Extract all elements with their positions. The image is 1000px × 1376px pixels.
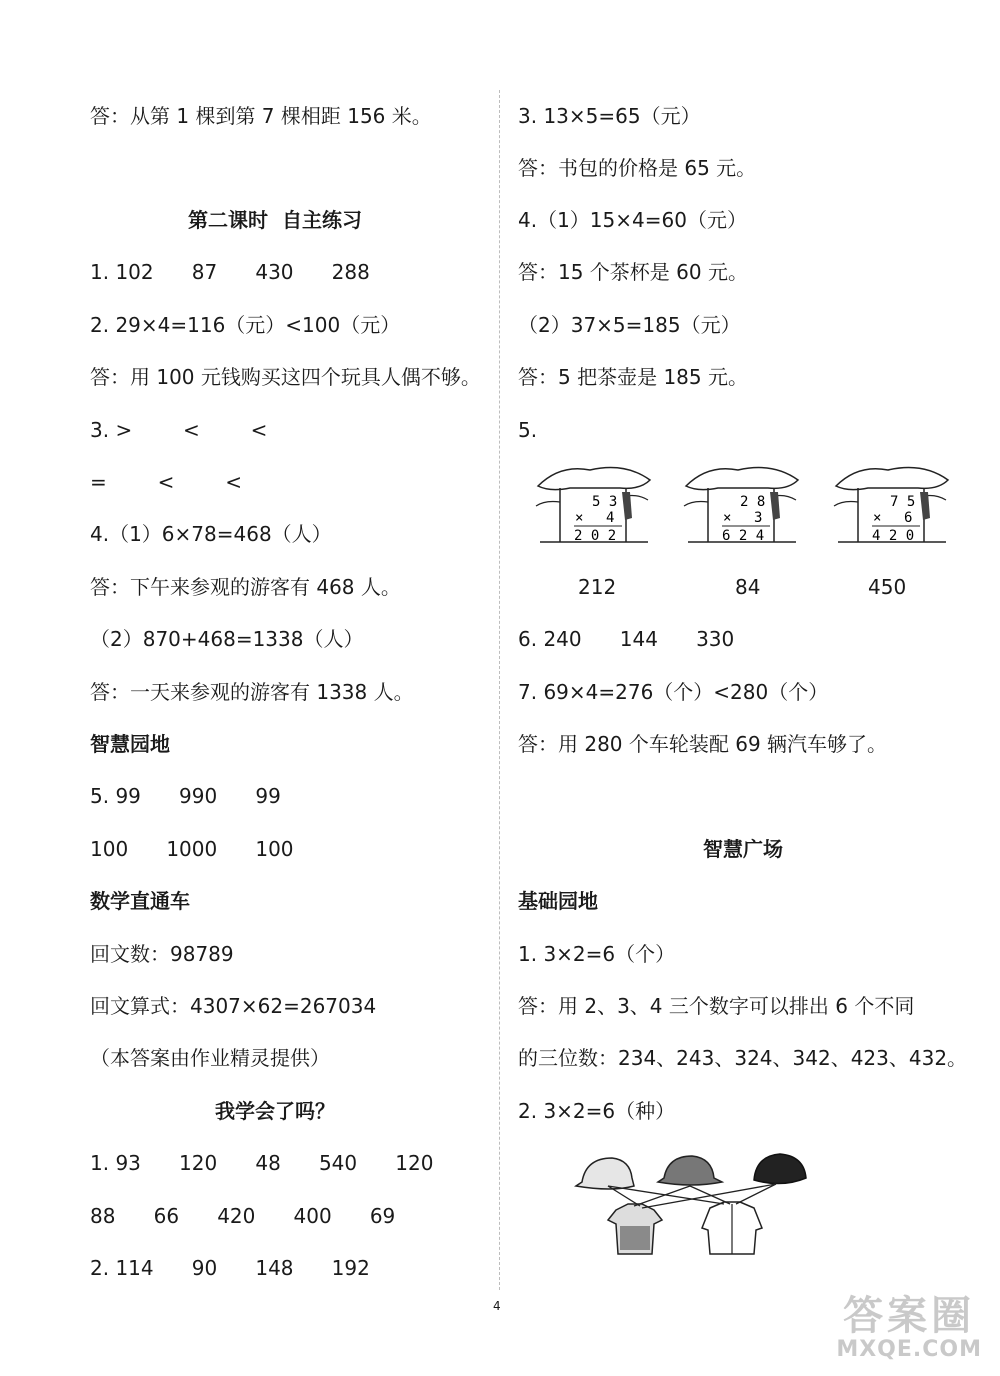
tree-answer: 450 <box>868 575 907 599</box>
watermark-line1: 答案圈 <box>843 1293 976 1339</box>
answer-line: 答：下午来参观的游客有 468 人。 <box>90 575 401 599</box>
section-heading: 第二课时 自主练习 <box>188 208 362 232</box>
answer-line: 答：一天来参观的游客有 1338 人。 <box>90 680 414 704</box>
svg-text:6 2 4: 6 2 4 <box>722 528 765 544</box>
answer-line: 回文算式：4307×62=267034 <box>90 994 377 1018</box>
svg-text:2 0 2: 2 0 2 <box>574 528 617 544</box>
svg-text:×: × <box>575 510 584 526</box>
hat-icon <box>658 1156 722 1185</box>
svg-text:×: × <box>723 510 732 526</box>
section-heading: 我学会了吗？ <box>215 1099 335 1123</box>
column-divider <box>499 90 500 1290</box>
tree-answer: 212 <box>578 575 617 599</box>
answer-line: 1. 3×2=6（个） <box>518 942 676 966</box>
svg-text:2 8: 2 8 <box>740 494 766 510</box>
svg-text:6: 6 <box>904 510 913 526</box>
svg-text:4: 4 <box>606 510 615 526</box>
answer-line: 7. 69×4=276（个）<280（个） <box>518 680 829 704</box>
tree-multiplication-1 <box>530 462 655 547</box>
beret-icon <box>754 1154 806 1184</box>
cap-icon <box>576 1158 634 1189</box>
answer-line: 5. 99 990 99 <box>90 784 281 808</box>
svg-text:4 2 0: 4 2 0 <box>872 528 915 544</box>
svg-text:7 5: 7 5 <box>890 494 916 510</box>
answer-line: 答：书包的价格是 65 元。 <box>518 156 757 180</box>
tree-multiplication-3 <box>828 462 953 547</box>
svg-text:3: 3 <box>754 510 763 526</box>
answer-line: 88 66 420 400 69 <box>90 1204 396 1228</box>
answer-line: 3. 13×5=65（元） <box>518 104 701 128</box>
answer-line: （本答案由作业精灵提供） <box>90 1046 330 1070</box>
answer-line: （2）37×5=185（元） <box>518 313 741 337</box>
answer-line: = < < <box>90 470 242 494</box>
answer-line: 5. <box>518 418 538 442</box>
svg-text:×: × <box>873 510 882 526</box>
answer-line: 6. 240 144 330 <box>518 627 735 651</box>
answer-line: （2）870+468=1338（人） <box>90 627 364 651</box>
tree-multiplication-2 <box>678 462 803 547</box>
answer-line: 2. 29×4=116（元）<100（元） <box>90 313 401 337</box>
answer-line: 答：15 个茶杯是 60 元。 <box>518 260 748 284</box>
answer-line: 答：用 2、3、4 三个数字可以排出 6 个不同 <box>518 994 915 1018</box>
answer-line: 回文数：98789 <box>90 942 234 966</box>
answer-line: 100 1000 100 <box>90 837 294 861</box>
answer-line: 4.（1）15×4=60（元） <box>518 208 747 232</box>
answer-line: 2. 114 90 148 192 <box>90 1256 370 1280</box>
hats-and-tops-illustration <box>572 1148 812 1258</box>
answer-line: 1. 102 87 430 288 <box>90 260 370 284</box>
watermark-line2: MXQE.COM <box>836 1337 982 1362</box>
answer-line: 1. 93 120 48 540 120 <box>90 1151 434 1175</box>
tree-answer: 84 <box>735 575 761 599</box>
section-heading: 智慧广场 <box>703 837 783 861</box>
answer-line: 的三位数：234、243、324、342、423、432。 <box>518 1046 968 1070</box>
subsection-heading: 智慧园地 <box>90 732 170 756</box>
subsection-heading: 数学直通车 <box>90 889 190 913</box>
answer-line: 答：从第 1 棵到第 7 棵相距 156 米。 <box>90 104 432 128</box>
answer-line: 3. > < < <box>90 418 268 442</box>
watermark <box>836 1294 982 1362</box>
answer-line: 2. 3×2=6（种） <box>518 1099 676 1123</box>
answer-line: 答：用 100 元钱购买这四个玩具人偶不够。 <box>90 365 481 389</box>
page-number: 4 <box>493 1299 501 1313</box>
subsection-heading: 基础园地 <box>518 889 598 913</box>
answer-line: 答：5 把茶壶是 185 元。 <box>518 365 748 389</box>
answer-line: 4.（1）6×78=468（人） <box>90 522 332 546</box>
svg-text:5 3: 5 3 <box>592 494 618 510</box>
answer-line: 答：用 280 个车轮装配 69 辆汽车够了。 <box>518 732 888 756</box>
